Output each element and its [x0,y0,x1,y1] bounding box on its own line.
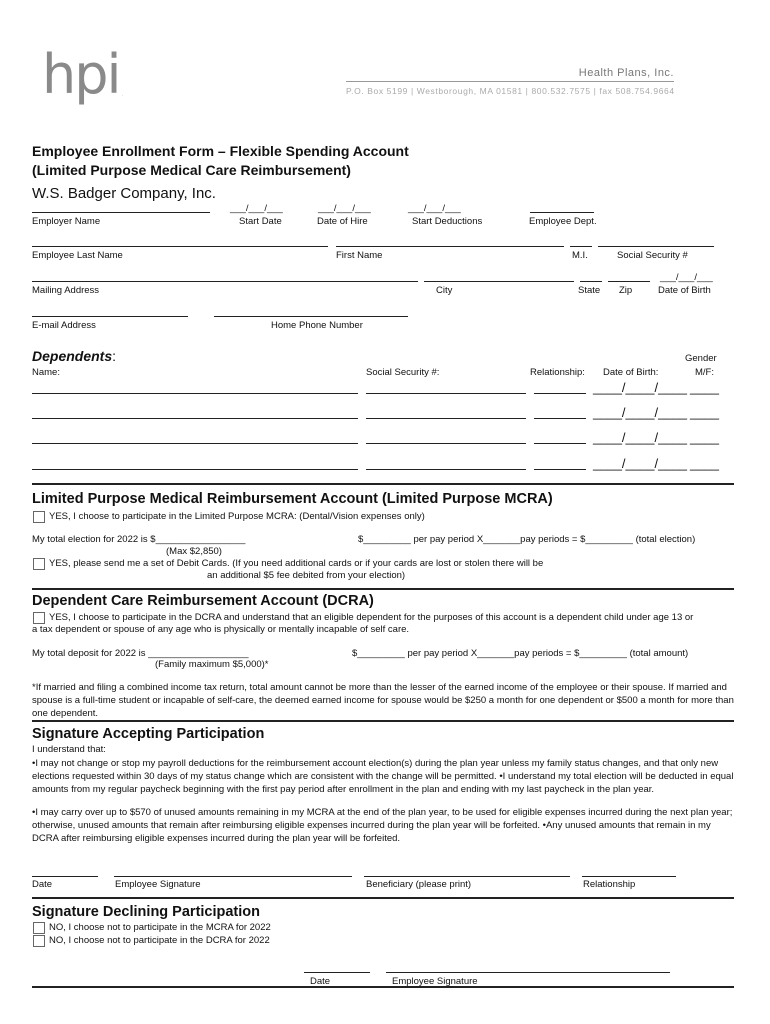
employee-dept-label: Employee Dept. [529,216,597,227]
company-name: Health Plans, Inc. [578,67,674,79]
first-name-field[interactable] [336,246,564,247]
dependent-dob-field[interactable]: ____/____/____ [593,430,687,445]
employer-name-label: Employer Name [32,216,101,227]
form-title-line2: (Limited Purpose Medical Care Reimbursement) [32,162,351,178]
debit-card-checkbox[interactable] [33,558,45,570]
dcra-divider [32,588,734,590]
employee-dept-field[interactable] [530,212,594,213]
email-label: E-mail Address [32,320,96,331]
accept-divider [32,720,734,722]
mailing-address-field[interactable] [32,281,418,282]
city-label: City [436,285,453,296]
dependent-gender-field[interactable]: ____ [690,456,719,471]
mi-label: M.I. [572,250,588,261]
dependent-relationship-field[interactable] [534,418,586,419]
dependent-name-header: Name: [32,367,60,378]
start-date-label: Start Date [239,216,282,227]
dependents-heading-text: Dependents [32,348,113,364]
date-of-hire-field[interactable]: ___/___/___ [318,203,371,214]
dependent-dob-header: Date of Birth: [603,367,659,378]
dependent-gender-field[interactable]: ____ [690,405,719,420]
dependent-name-field[interactable] [32,469,358,470]
first-name-label: First Name [336,250,383,261]
accept-terms-2: •I may carry over up to $570 of unused amounts remaining in my MCRA at the end of the plan year, to be used for eligible expenses incurred during the next plan year; otherwise, unused amounts that remain after reimbursing eligible expenses incurred during the plan year will be forfeited. •Any unused amounts that remain in my DCRA after reimbursing eligible expenses incurred during the plan year will be forfeited. [32,807,733,844]
dependent-dob-field[interactable]: ____/____/____ [593,380,687,395]
dcra-footnote: *If married and filing a combined income tax return, total amount cannot be more than the lesser of the earned income of the employee or their spouse. If married and spouse is a full-time student or incapable of self-care, the deemed earned income for spouse would be $250 a month for one dependent or $500 a month for more than one dependent. [32,682,734,719]
email-field[interactable] [32,316,188,317]
logo-mark: . [122,92,124,98]
dcra-yes-label-2: a tax dependent or spouse of any age who is physically or mentally incapable of self care. [32,624,410,635]
dependent-gender-header-2: M/F: [695,367,714,378]
form-title [32,142,409,180]
accept-understand: I understand that: [32,744,106,755]
decline-mcra-checkbox[interactable] [33,922,45,934]
city-field[interactable] [424,281,574,282]
state-label: State [578,285,601,296]
last-name-field[interactable] [32,246,328,247]
decline-signature-label: Employee Signature [392,976,478,987]
accept-date-field[interactable] [32,876,98,877]
mcra-election-max: (Max $2,850) [166,546,222,557]
accept-heading: Signature Accepting Participation [32,726,265,742]
dependent-relationship-field[interactable] [534,469,586,470]
decline-heading: Signature Declining Participation [32,904,261,920]
mcra-per-pay-line[interactable]: $_________ per pay period X_______pay periods = $_________ (total election) [358,534,696,545]
dependent-ssn-field[interactable] [366,418,526,419]
dependent-relationship-header: Relationship: [530,367,585,378]
dob-field[interactable]: ___/___/___ [660,272,713,283]
dcra-per-pay-line[interactable]: $_________ per pay period X_______pay periods = $_________ (total amount) [352,648,689,659]
employer-name-field[interactable] [32,212,210,213]
dependents-colon: : [112,348,117,364]
decline-date-field[interactable] [304,972,370,973]
accept-signature-label: Employee Signature [115,879,201,890]
mcra-yes-label: YES, I choose to participate in the Limited Purpose MCRA: (Dental/Vision expenses only) [49,511,425,522]
start-date-field[interactable]: ___/___/___ [230,203,283,214]
dependent-relationship-field[interactable] [534,443,586,444]
accept-signature-field[interactable] [114,876,352,877]
ssn-label: Social Security # [617,250,688,261]
mi-field[interactable] [570,246,592,247]
employer-name-value: W.S. Badger Company, Inc. [32,185,216,202]
dependent-dob-field[interactable]: ____/____/____ [593,456,687,471]
decline-mcra-label: NO, I choose not to participate in the MCRA for 2022 [49,922,271,933]
date-of-hire-label: Date of Hire [317,216,368,227]
dependent-name-field[interactable] [32,393,358,394]
decline-dcra-label: NO, I choose not to participate in the DCRA for 2022 [49,935,270,946]
dependent-gender-field[interactable]: ____ [690,380,719,395]
accept-date-label: Date [32,879,53,890]
last-name-label: Employee Last Name [32,250,123,261]
dependent-name-field[interactable] [32,443,358,444]
start-deductions-field[interactable]: ___/___/___ [408,203,461,214]
dependent-dob-field[interactable]: ____/____/____ [593,405,687,420]
beneficiary-relationship-label: Relationship [583,879,636,890]
dcra-deposit-max: (Family maximum $5,000)* [155,659,269,670]
dcra-yes-checkbox[interactable] [33,612,45,624]
mcra-heading: Limited Purpose Medical Reimbursement Account (Limited Purpose MCRA) [32,491,553,507]
dcra-deposit-label[interactable]: My total deposit for 2022 is ___________________ [32,648,249,659]
decline-divider [32,897,734,899]
dependent-ssn-header: Social Security #: [366,367,440,378]
dob-label: Date of Birth [658,285,711,296]
beneficiary-label: Beneficiary (please print) [366,879,472,890]
decline-date-label: Date [310,976,331,987]
mcra-divider [32,483,734,485]
beneficiary-field[interactable] [364,876,570,877]
header-divider [346,81,674,82]
decline-dcra-checkbox[interactable] [33,935,45,947]
dependent-name-field[interactable] [32,418,358,419]
dependents-heading [32,348,116,364]
ssn-field[interactable] [598,246,714,247]
mcra-election-label[interactable]: My total election for 2022 is $_________________ [32,534,246,545]
dependent-gender-field[interactable]: ____ [690,430,719,445]
debit-card-label: YES, please send me a set of Debit Cards. (If you need additional cards or if your cards are lost or stolen there will be [49,558,544,569]
dependent-ssn-field[interactable] [366,393,526,394]
decline-signature-field[interactable] [386,972,670,973]
accept-terms-1: •I may not change or stop my payroll deductions for the reimbursement account election(s) during the plan year unless my family status changes, and that only new elections requested within 30 days of my status change which are consistent with the change will be permitted. •I understand my total election will be deducted in equal amounts from my regular paycheck beginning with the first pay period after enrollment in the plan and ending with my last paycheck in the plan year. [32,758,734,795]
home-phone-label: Home Phone Number [271,320,363,331]
dependent-ssn-field[interactable] [366,443,526,444]
hpi-logo: hpi [42,43,120,106]
home-phone-field[interactable] [214,316,408,317]
zip-label: Zip [619,285,633,296]
form-title-line1: Employee Enrollment Form – Flexible Spending Account [32,143,409,159]
dependent-ssn-field[interactable] [366,469,526,470]
footer-divider [32,986,734,988]
beneficiary-relationship-field[interactable] [582,876,676,877]
debit-card-label-2: an additional $5 fee debited from your election) [207,570,406,581]
dcra-heading: Dependent Care Reimbursement Account (DCRA) [32,593,374,609]
start-deductions-label: Start Deductions [412,216,483,227]
company-address: P.O. Box 5199 | Westborough, MA 01581 | 800.532.7575 | fax 508.754.9664 [346,86,675,96]
state-field[interactable] [580,281,602,282]
mcra-yes-checkbox[interactable] [33,511,45,523]
zip-field[interactable] [608,281,650,282]
mailing-address-label: Mailing Address [32,285,100,296]
dcra-yes-label: YES, I choose to participate in the DCRA and understand that an eligible dependent for the purposes of this account is a dependent child under age 13 or [49,612,694,623]
dependent-relationship-field[interactable] [534,393,586,394]
dependent-gender-header: Gender [685,353,717,364]
